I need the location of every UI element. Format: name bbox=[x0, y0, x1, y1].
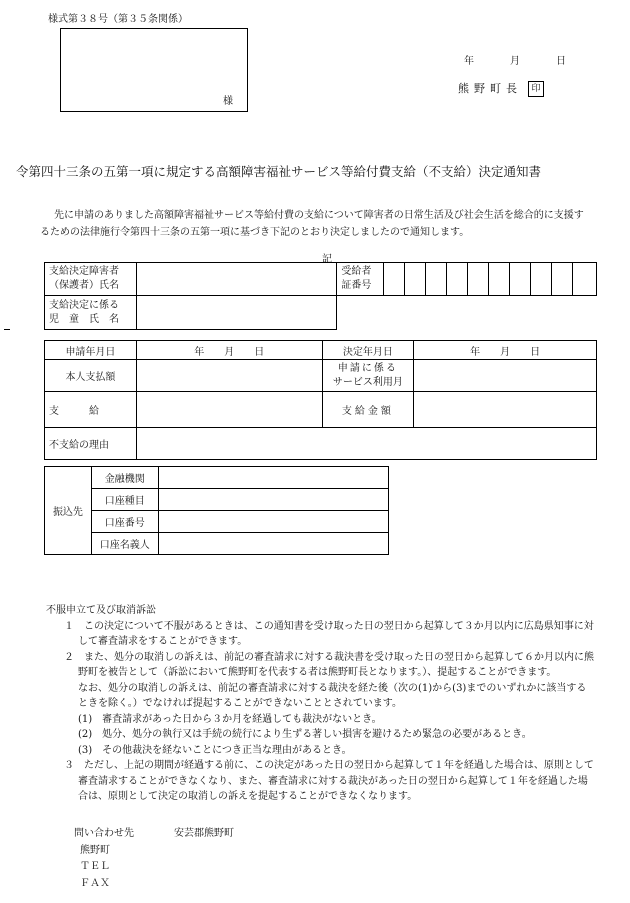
cert-digit[interactable] bbox=[468, 263, 489, 296]
certificate-number-label: 受給者 証番号 bbox=[337, 263, 384, 296]
payment-amount-label: 支給金額 bbox=[322, 392, 414, 428]
seal-mark: 印 bbox=[528, 81, 544, 97]
edge-mark bbox=[4, 329, 10, 330]
note-2-sub-2: (2) 処分、処分の執行又は手続の続行により生ずる著しい損害を避けるため緊急の必要があるとき。 bbox=[78, 729, 532, 740]
cert-digit[interactable] bbox=[384, 263, 405, 296]
note-2-sub-1: (1) 審査請求があった日から３か月を経過しても裁決がないとき。 bbox=[78, 713, 382, 725]
contact-town: 熊野町 bbox=[80, 844, 110, 856]
recipient-table bbox=[44, 262, 597, 296]
payment-amount-field[interactable] bbox=[414, 392, 597, 428]
recipient-name-label: 支給決定障害者 （保護者）氏名 bbox=[45, 263, 137, 296]
appeal-notes bbox=[46, 603, 596, 805]
cert-digit[interactable] bbox=[447, 263, 468, 296]
date-year: 年 bbox=[464, 56, 474, 67]
bank-label: 金融機関 bbox=[91, 467, 158, 489]
account-holder-label: 口座名義人 bbox=[91, 533, 158, 555]
child-name-label: 支給決定に係る 児 童 氏 名 bbox=[45, 296, 137, 330]
payment-label: 支 給 bbox=[45, 392, 137, 428]
nonpay-reason-field[interactable] bbox=[136, 428, 596, 460]
service-month-field[interactable] bbox=[414, 360, 597, 392]
note-1: １ この決定について不服があるときは、この通知書を受け取った日の翌日から起算して３か月以内に広島県知事に対して審査請求をすることができます。 bbox=[64, 620, 594, 647]
date-day: 日 bbox=[556, 56, 566, 67]
issue-date bbox=[464, 52, 566, 67]
payment-field[interactable] bbox=[136, 392, 322, 428]
contact-tel: ＴＥＬ bbox=[80, 861, 110, 872]
mayor-title: 熊野町長 bbox=[458, 82, 522, 95]
self-pay-label: 本人支払額 bbox=[45, 360, 137, 392]
mayor-signature bbox=[458, 80, 544, 97]
cert-digit[interactable] bbox=[552, 263, 573, 296]
apply-date-field[interactable]: 年 月 日 bbox=[136, 341, 322, 360]
contact-fax: ＦＡＸ bbox=[80, 877, 110, 889]
child-table bbox=[44, 295, 337, 330]
cert-digit[interactable] bbox=[489, 263, 510, 296]
decision-date-label: 決定年月日 bbox=[322, 341, 414, 360]
addressee-box bbox=[60, 28, 248, 112]
document-title: 令第四十三条の五第一項に規定する高額障害福祉サービス等給付費支給（不支給）決定通知書 bbox=[16, 164, 542, 179]
cert-digit[interactable] bbox=[531, 263, 552, 296]
cert-digit[interactable] bbox=[426, 263, 447, 296]
contact-block bbox=[74, 826, 234, 892]
date-month: 月 bbox=[510, 56, 520, 67]
form-number: 様式第３８号（第３５条関係） bbox=[48, 14, 188, 25]
cert-digit[interactable] bbox=[405, 263, 426, 296]
intro-paragraph: 先に申請のありました高額障害福祉サービス等給付費の支給について障害者の日常生活及び社会生活を総合的に支援するための法律施行令第四十三条の五第一項に基づき下記のとおり決定しましたので通知します。 bbox=[40, 210, 584, 238]
contact-org: 安芸郡熊野町 bbox=[174, 828, 234, 839]
ki-marker: 記 bbox=[322, 254, 332, 265]
nonpay-reason-label: 不支給の理由 bbox=[45, 428, 137, 460]
cert-digit[interactable] bbox=[510, 263, 531, 296]
account-number-label: 口座番号 bbox=[91, 511, 158, 533]
addressee-suffix: 様 bbox=[223, 96, 233, 107]
contact-label: 問い合わせ先 bbox=[74, 828, 134, 839]
transfer-group-label: 振込先 bbox=[45, 467, 92, 555]
note-2-supplement: なお、処分の取消しの訴えは、前記の審査請求に対する裁決を経た後（次の(1)から(3)までのいずれかに該当するときを除く。）でなければ提起することができないこととされています。 bbox=[78, 682, 587, 709]
account-number-field[interactable] bbox=[158, 511, 388, 533]
service-month-label: 申請に係る サービス利用月 bbox=[322, 360, 414, 392]
decision-table bbox=[44, 340, 597, 460]
notes-heading: 不服申立て及び取消訴訟 bbox=[46, 605, 156, 616]
apply-date-label: 申請年月日 bbox=[45, 341, 137, 360]
note-2-sub-3: (3) その他裁決を経ないことにつき正当な理由があるとき。 bbox=[78, 744, 352, 756]
bank-field[interactable] bbox=[158, 467, 388, 489]
note-3: ３ ただし、上記の期間が経過する前に、この決定があった日の翌日から起算して１年を経過した場合は、原則として審査請求することができなくなり、また、審査請求に対する裁決があった日の翌日から起算して１年を経過した場合は、原則として決定の取消しの訴えを提起することができなくなります。 bbox=[64, 760, 594, 802]
decision-date-field[interactable]: 年 月 日 bbox=[414, 341, 597, 360]
self-pay-field[interactable] bbox=[136, 360, 322, 392]
account-type-field[interactable] bbox=[158, 489, 388, 511]
cert-digit[interactable] bbox=[573, 263, 597, 296]
bank-transfer-table bbox=[44, 466, 389, 555]
recipient-name-field[interactable] bbox=[136, 263, 337, 296]
child-name-field[interactable] bbox=[136, 296, 336, 330]
note-2: ２ また、処分の取消しの訴えは、前記の審査請求に対する裁決書を受け取った日の翌日から起算して６か月以内に熊野町を被告として（訴訟において熊野町を代表する者は熊野町長となります。）、提起することができます。 bbox=[64, 651, 594, 678]
account-type-label: 口座種目 bbox=[91, 489, 158, 511]
account-holder-field[interactable] bbox=[158, 533, 388, 555]
